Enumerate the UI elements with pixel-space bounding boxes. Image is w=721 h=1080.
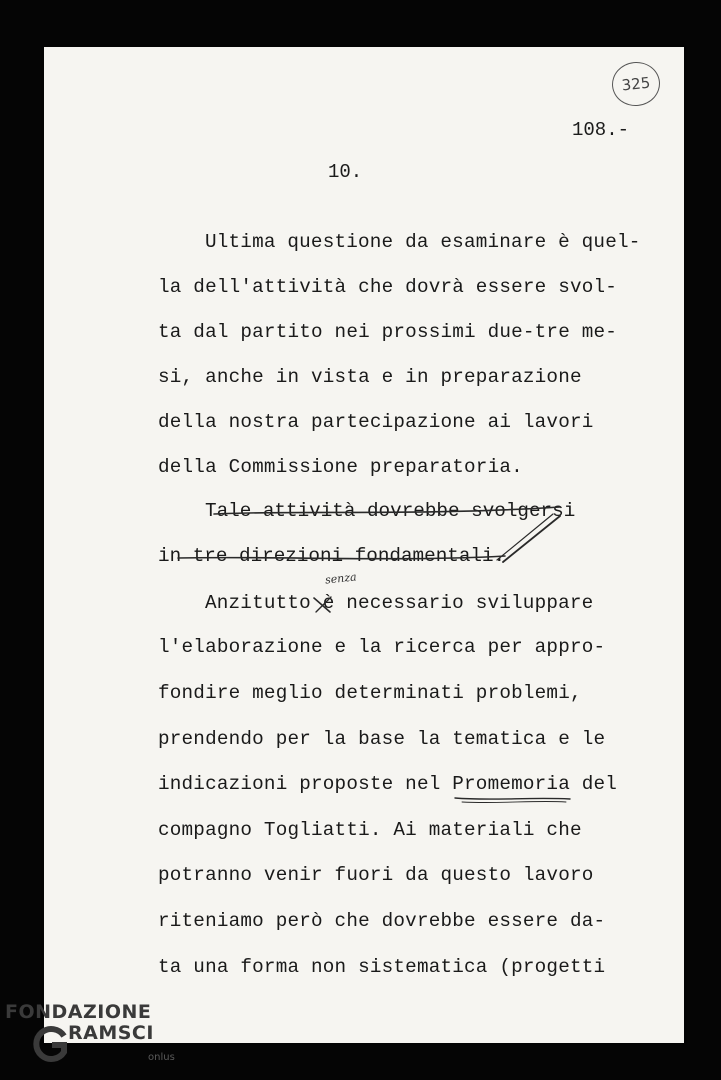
text-line: della nostra partecipazione ai lavori [158, 411, 594, 433]
text-line: si, anche in vista e in preparazione [158, 366, 582, 388]
text-line: potranno venir fuori da questo lavoro [158, 864, 594, 886]
section-number: 10. [328, 161, 363, 183]
archive-number-stamp: 325 [610, 60, 662, 109]
text-line: ta dal partito nei prossimi due-tre me- [158, 321, 618, 343]
watermark-line2: RAMSCI [68, 1022, 154, 1044]
text-line: compagno Togliatti. Ai materiali che [158, 819, 582, 841]
text-line: la dell'attività che dovrà essere svol- [158, 276, 618, 298]
text-line: prendendo per la base la tematica e le [158, 728, 606, 750]
text-line: Anzitutto è necessario sviluppare [205, 592, 594, 614]
watermark-g-icon [30, 1024, 70, 1064]
page-number: 108.- [572, 119, 630, 141]
fondazione-gramsci-watermark [0, 998, 190, 1080]
struck-line: Tale attività dovrebbe svolgersi [205, 500, 576, 522]
text-line: riteniamo però che dovrebbe essere da- [158, 910, 606, 932]
watermark-line1: FONDAZIONE [5, 1001, 152, 1023]
text-line: fondire meglio determinati problemi, [158, 682, 582, 704]
handwritten-insert: senza [324, 570, 358, 587]
text-line: ta una forma non sistematica (progetti [158, 956, 606, 978]
text-line: indicazioni proposte nel Promemoria del [158, 773, 618, 795]
text-line: della Commissione preparatoria. [158, 456, 523, 478]
show-through-text [104, 377, 154, 1017]
text-line: l'elaborazione e la ricerca per appro- [158, 636, 606, 658]
struck-line: in tre direzioni fondamentali. [158, 545, 506, 567]
watermark-sub: onlus [148, 1052, 175, 1063]
text-line: Ultima questione da esaminare è quel- [205, 231, 641, 253]
